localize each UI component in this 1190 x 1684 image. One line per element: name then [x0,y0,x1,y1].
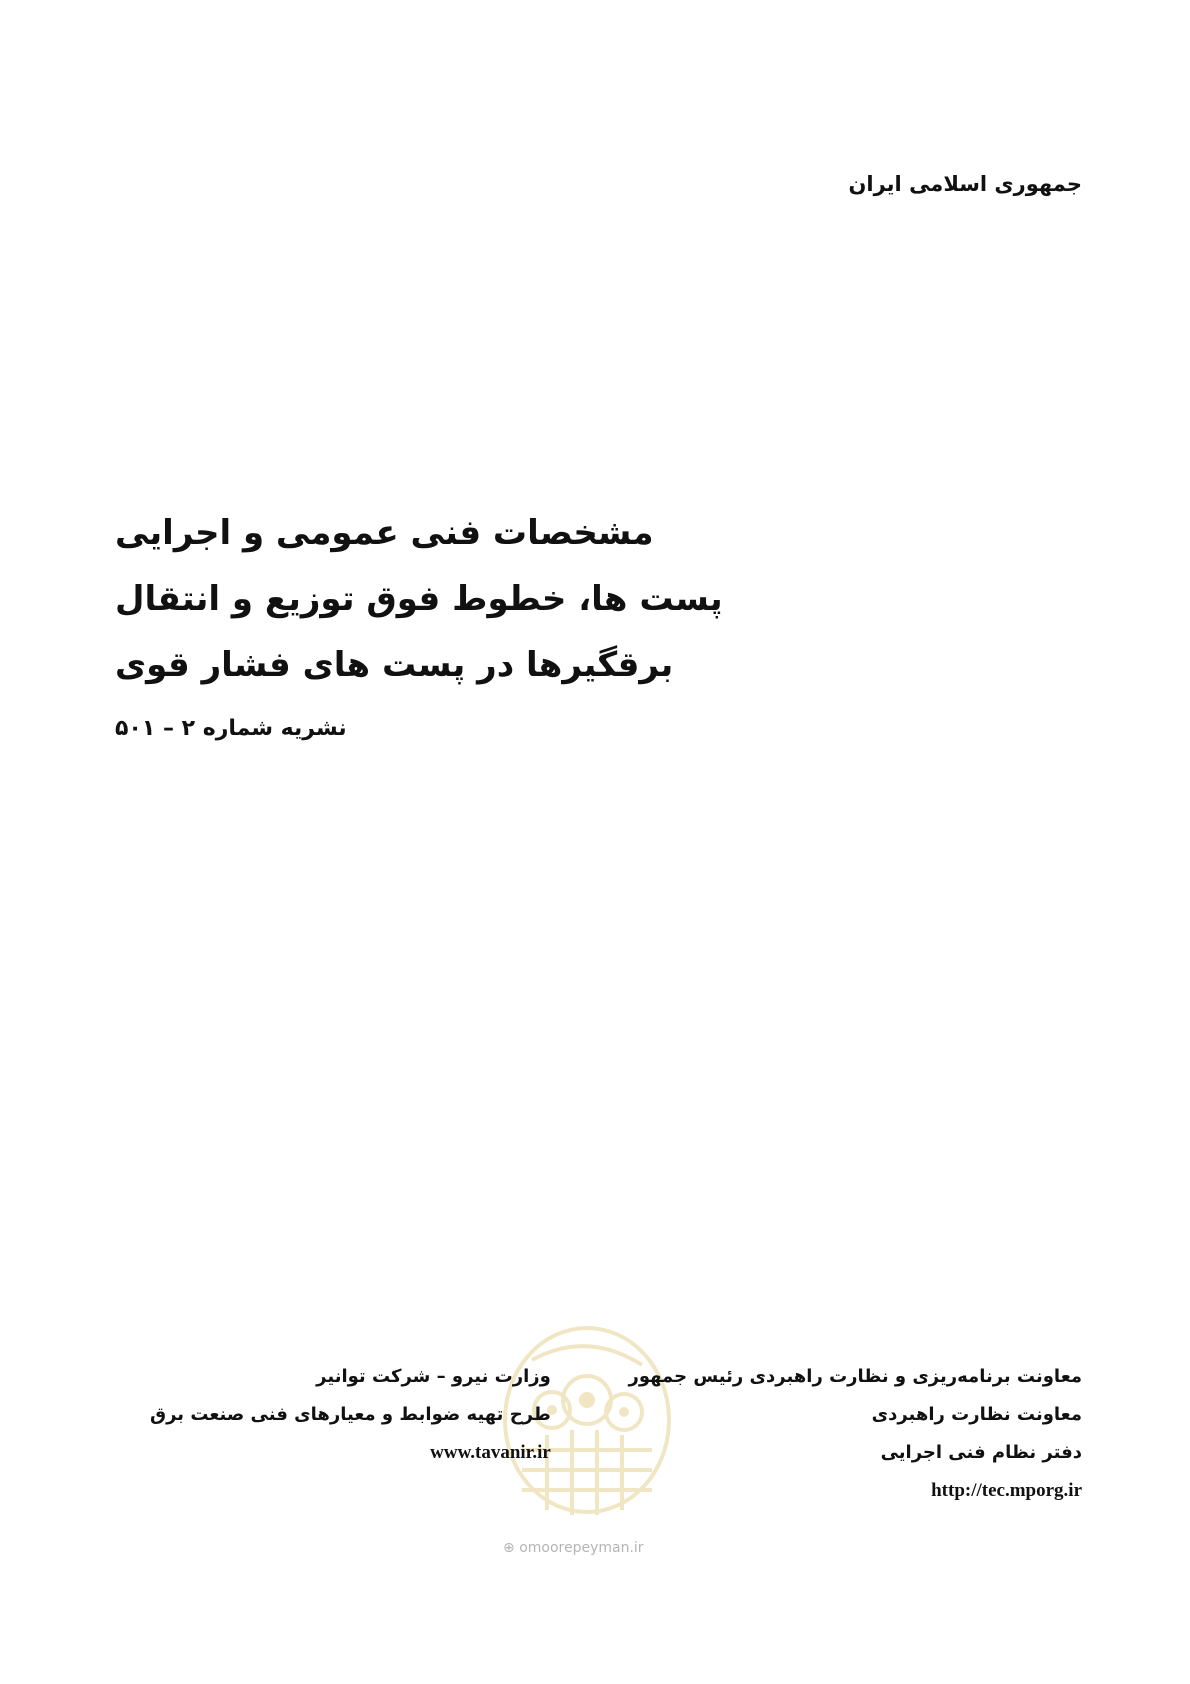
title-line-2: پست ها، خطوط فوق توزیع و انتقال [115,579,723,619]
country-name: جمهوری اسلامی ایران [848,172,1082,196]
footer-right-line-2: معاونت نظارت راهبردی [871,1404,1082,1425]
title-line-1: مشخصات فنی عمومی و اجرایی [115,513,654,553]
publication-number: نشریه شماره ۲ – ۵۰۱ [115,716,347,741]
footer-right [629,1358,1082,1510]
title-line-3: برقگیرها در پست های فشار قوی [115,645,674,685]
footer-left-line-1: وزارت نیرو – شرکت توانیر [316,1366,551,1387]
footer-left [150,1358,551,1472]
watermark-caption-text: omoorepeyman.ir [519,1540,644,1556]
footer-left-url-link[interactable]: www.tavanir.ir [430,1442,551,1463]
watermark-caption [503,1540,703,1556]
footer-right-line-1: معاونت برنامه‌ریزی و نظارت راهبردی رئیس جمهور [628,1366,1082,1387]
footer-left-line-2: طرح تهیه ضوابط و معیارهای فنی صنعت برق [150,1404,551,1425]
footer-right-line-3: دفتر نظام فنی اجرایی [880,1442,1082,1463]
title-block [115,500,723,746]
footer-right-url-link[interactable]: http://tec.mporg.ir [931,1480,1082,1501]
globe-icon: ⊕ [503,1540,515,1556]
